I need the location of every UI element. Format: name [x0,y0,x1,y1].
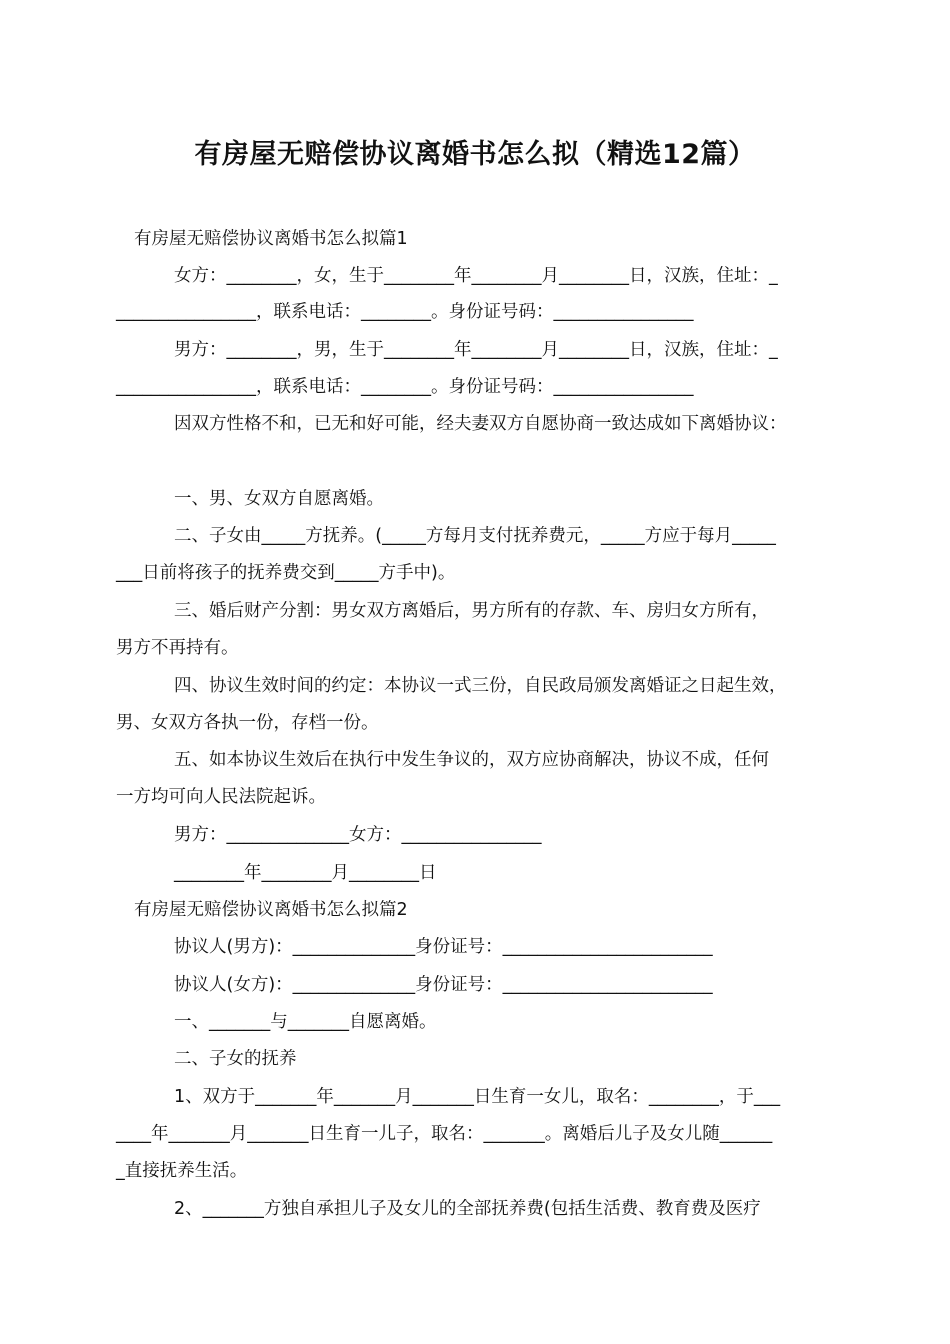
paragraph-line: 四、协议生效时间的约定：本协议一式三份，自民政局颁发离婚证之日起生效， [174,676,787,696]
paragraph-line: ________________，联系电话：________。身份证号码：________________ [116,302,694,322]
paragraph-line: 男方：________，男，生于________年________月________日，汉族，住址：_ [174,340,778,360]
paragraph-line: _直接抚养生活。 [116,1161,248,1181]
paragraph-line: 二、子女的抚养 [174,1049,297,1069]
paragraph-line: 男方不再持有。 [116,638,239,658]
signature-line: 男方：______________女方：________________ [174,825,542,845]
paragraph-line: 协议人(女方)：______________身份证号：________________________ [174,975,713,995]
paragraph-line: 男、女双方各执一份，存档一份。 [116,713,379,733]
paragraph-line: 一、男、女双方自愿离婚。 [174,489,384,509]
paragraph-line: 二、子女由_____方抚养。(_____方每月支付抚养费元，_____方应于每月_____ [174,526,776,546]
section-heading-1: 有房屋无赔偿协议离婚书怎么拟篇1 [134,229,408,249]
paragraph-line: 因双方性格不和，已无和好可能，经夫妻双方自愿协商一致达成如下离婚协议： [174,414,787,434]
document-title: 有房屋无赔偿协议离婚书怎么拟（精选12篇） [194,139,756,170]
date-line: ________年________月________日 [174,863,437,883]
paragraph-line: 2、_______方独自承担儿子及女儿的全部抚养费(包括生活费、教育费及医疗 [174,1199,761,1219]
paragraph-line: 五、如本协议生效后在执行中发生争议的，双方应协商解决，协议不成，任何 [174,750,769,770]
paragraph-line: 三、婚后财产分割：男女双方离婚后，男方所有的存款、车、房归女方所有， [174,601,769,621]
paragraph-line: 1、双方于_______年_______月_______日生育一女儿，取名：________，于___ [174,1087,781,1107]
paragraph-line: 协议人(男方)：______________身份证号：________________________ [174,937,713,957]
paragraph-line: ___日前将孩子的抚养费交到_____方手中)。 [116,563,456,583]
paragraph-line: 女方：________，女，生于________年________月________日，汉族，住址：_ [174,266,778,286]
paragraph-line: ____年_______月_______日生育一儿子，取名：_______。离婚后儿子及女儿随______ [116,1124,773,1144]
paragraph-line: ________________，联系电话：________。身份证号码：________________ [116,377,694,397]
paragraph-line: 一方均可向人民法院起诉。 [116,787,326,807]
section-heading-2: 有房屋无赔偿协议离婚书怎么拟篇2 [134,900,408,920]
paragraph-line: 一、_______与_______自愿离婚。 [174,1012,437,1032]
